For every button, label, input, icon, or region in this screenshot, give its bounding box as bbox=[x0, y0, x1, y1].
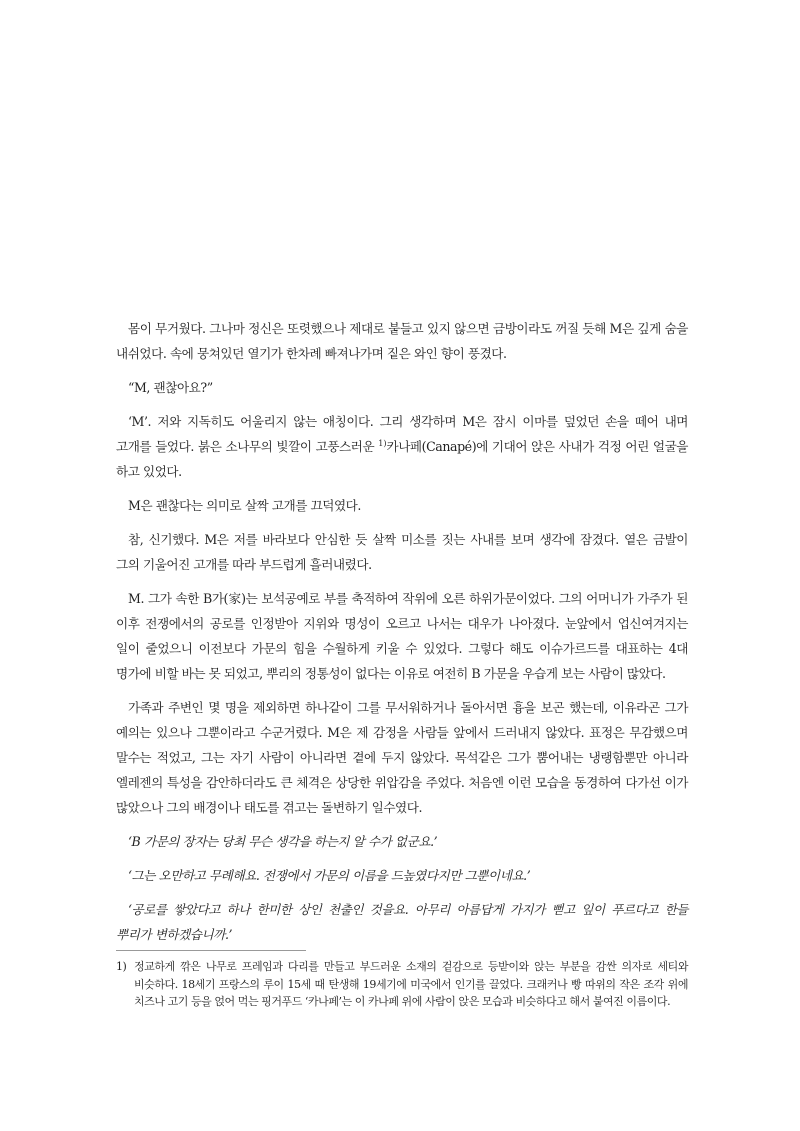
footnote bbox=[116, 958, 688, 1011]
dialogue-line-1: “M, 괜찮아요?” bbox=[128, 380, 213, 395]
paragraph-1: 몸이 무거웠다. 그나마 정신은 또렷했으나 제대로 붙들고 있지 않으면 금방이라도 꺼질 듯해 M은 깊게 숨을 내쉬었다. 속에 뭉쳐있던 열기가 한차례 빠져나가며 짙은 와인 향이 풍겼다. bbox=[116, 321, 688, 361]
quote-line-2: ‘그는 오만하고 무례해요. 전쟁에서 가문의 이름을 드높였다지만 그뿐이네요.’ bbox=[128, 868, 531, 883]
paragraph-7: 가족과 주변인 몇 명을 제외하면 하나같이 그를 무서워하거나 돌아서면 흉을 보곤 했는데, 이유라곤 그가 예의는 있으나 그뿐이라고 수군거렸다. M은 제 감정을 사람들 앞에서 드러내지 않았다. 표정은 무감했으며 말수는 적었고, 그는 자기 사람이 아니라면 곁에 두지 않았다. 목석같은 그가 뿜어내는 냉랭함뿐만 아니라 엘레젠의 특성을 감안하더라도 큰 체격은 상당한 위압감을 주었다. 처음엔 이런 모습을 동경하여 다가선 이가 많았으나 그의 배경이나 태도를 겪고는 돌변하기 일수였다. bbox=[116, 700, 688, 815]
paragraph-3 bbox=[116, 409, 688, 484]
paragraph-3-tail: 카나페(Canapé)에 기대어 앉은 사내가 걱정 어린 얼굴을 하고 있었다. bbox=[116, 439, 689, 479]
footnote-reference[interactable]: 1) bbox=[378, 439, 387, 448]
paragraph-6: M. 그가 속한 B가(家)는 보석공예로 부를 축적하여 작위에 오른 하위가문이었다. 그의 어머니가 가주가 된 이후 전쟁에서의 공로를 인정받아 지위와 명성이 오르고 나서는 대우가 나아졌다. 눈앞에서 업신여겨지는 일이 줄었으니 이전보다 가문의 힘을 수월하게 키울 수 있었다. 그렇다 해도 이슈가르드를 대표하는 4대 명가에 비할 바는 못 되었고, 뿌리의 정통성이 없다는 이유로 여전히 B 가문을 우습게 보는 사람이 많았다. bbox=[116, 591, 688, 681]
paragraph-4: M은 괜찮다는 의미로 살짝 고개를 끄덕였다. bbox=[128, 498, 361, 513]
quote-line-1: ‘B 가문의 장자는 당최 무슨 생각을 하는지 알 수가 없군요.’ bbox=[128, 834, 438, 849]
paragraph-5: 참, 신기했다. M은 저를 바라보다 안심한 듯 살짝 미소를 짓는 사내를 보며 생각에 잠겼다. 옅은 금발이 그의 기울어진 고개를 따라 부드럽게 흘러내렸다. bbox=[116, 532, 688, 572]
quote-line-3: ‘공로를 쌓았다고 하나 한미한 상인 천출인 것을요. 아무리 아름답게 가지가 뻗고 잎이 푸르다고 한들 뿌리가 변하겠습니까.’ bbox=[116, 902, 688, 942]
body-text bbox=[116, 316, 688, 956]
footnote-number: 1) bbox=[116, 960, 127, 973]
paragraph-3-text: ‘M’. 저와 지독히도 어울리지 않는 애칭이다. 그리 생각하며 M은 잠시 이마를 덮었던 손을 떼어 내며 고개를 들었다. 붉은 소나무의 빛깔이 고풍스러운 bbox=[116, 414, 688, 454]
footnote-divider bbox=[116, 950, 306, 951]
footnote-text: 정교하게 깎은 나무로 프레임과 다리를 만들고 부드러운 소재의 겉감으로 등받이와 앉는 부분을 감싼 의자로 세티와 비슷하다. 18세기 프랑스의 루이 15세 때 탄생해 19세기에 미국에서 인기를 끌었다. 크래커나 빵 따위의 작은 조각 위에 치즈나 고기 등을 얹어 먹는 핑거푸드 ‘카나페’는 이 카나페 위에 사람이 앉은 모습과 비슷하다고 해서 붙여진 이름이다. bbox=[134, 960, 688, 1008]
